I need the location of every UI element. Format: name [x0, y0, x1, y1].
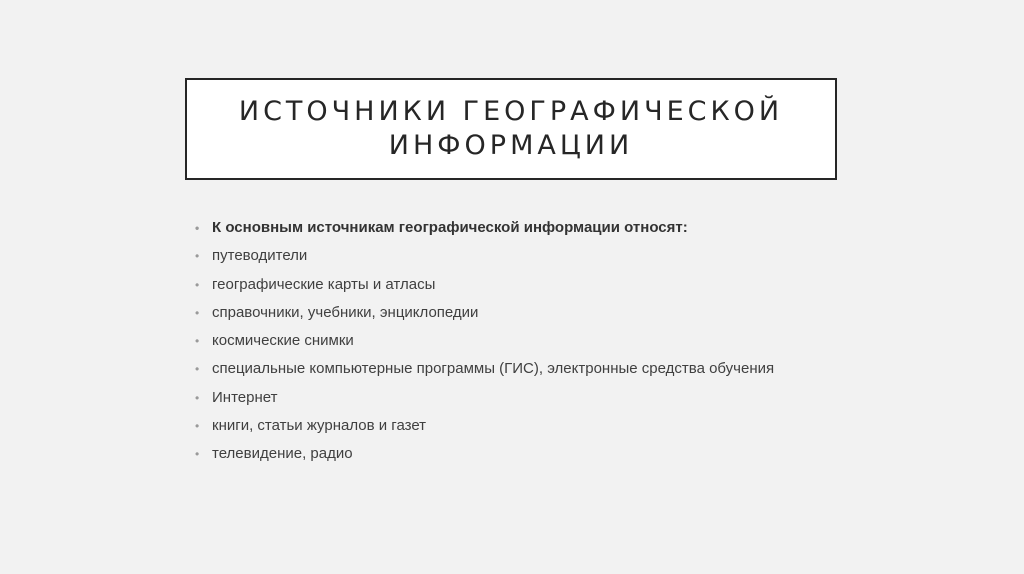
bullet-icon: •	[195, 277, 200, 292]
bullet-text: путеводители	[212, 247, 308, 265]
bullet-text: книги, статьи журналов и газет	[212, 417, 427, 435]
bullet-intro-text: К основным источникам географической информации относят:	[212, 219, 688, 236]
bullet-icon: •	[195, 390, 200, 405]
bullet-text: Интернет	[212, 388, 278, 406]
bullet-item	[195, 389, 955, 417]
bullet-text: справочники, учебники, энциклопедии	[212, 303, 479, 321]
slide-title-line-1: ИСТОЧНИКИ ГЕОГРАФИЧЕСКОЙ	[238, 96, 784, 127]
bullet-item	[195, 417, 955, 445]
bullet-item	[195, 445, 955, 473]
bullet-intro	[195, 219, 955, 247]
bullet-item	[195, 276, 955, 304]
bullet-icon: •	[195, 221, 200, 235]
bullet-icon: •	[195, 249, 200, 264]
bullet-icon: •	[195, 362, 200, 377]
bullet-icon: •	[195, 305, 200, 320]
bullet-icon: •	[195, 334, 200, 349]
bullet-text: специальные компьютерные программы (ГИС), электронные средства обучения	[212, 360, 775, 378]
bullet-text: географические карты и атласы	[212, 275, 436, 293]
slide-title-box	[185, 78, 837, 180]
bullet-item	[195, 247, 955, 275]
bullet-item	[195, 332, 955, 360]
bullet-text: космические снимки	[212, 332, 354, 350]
bullet-text: телевидение, радио	[212, 445, 353, 463]
bullet-item	[195, 304, 955, 332]
bullet-icon: •	[195, 447, 200, 462]
bullet-item	[195, 360, 955, 388]
bullet-list	[195, 219, 955, 474]
slide-title-line-2: ИНФОРМАЦИИ	[388, 130, 634, 161]
bullet-icon: •	[195, 419, 200, 434]
